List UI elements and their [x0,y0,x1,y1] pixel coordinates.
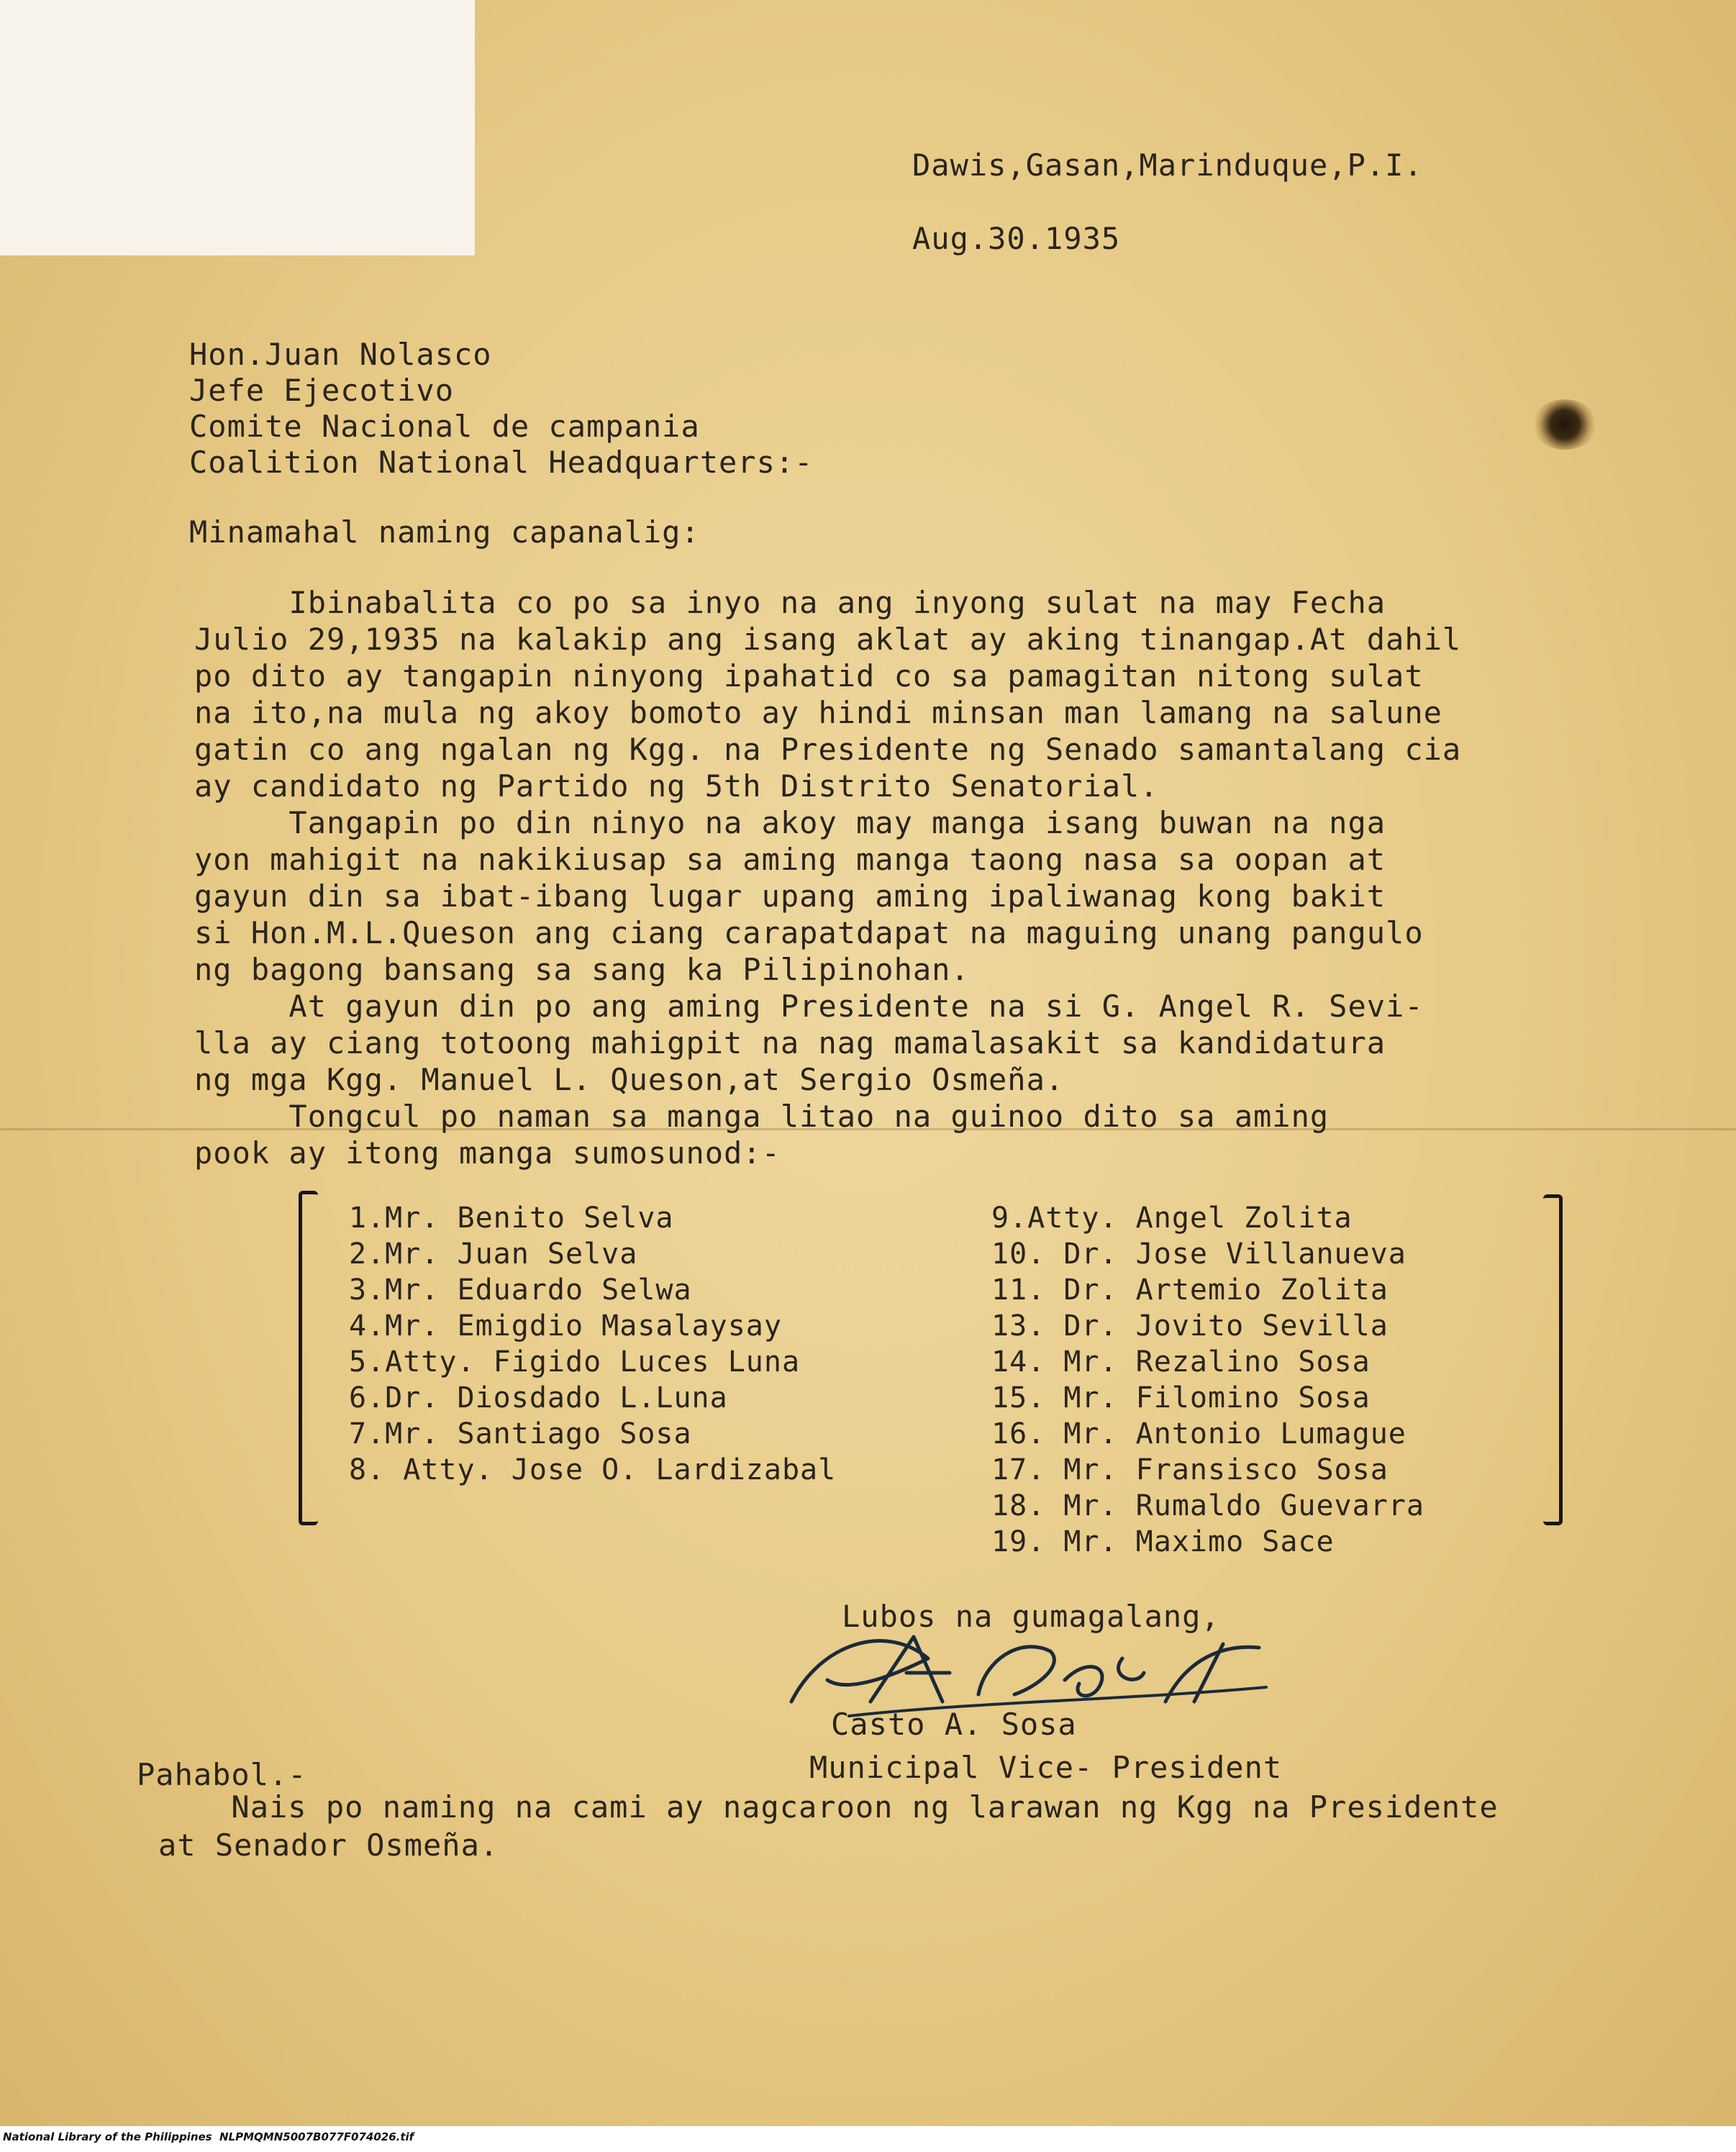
body-line: po dito ay tangapin ninyong ipahatid co sa pamagitan nitong sulat [194,658,1424,694]
signer-name: Casto A. Sosa [831,1707,1077,1742]
list-item: 7.Mr. Santiago Sosa [349,1417,692,1450]
body-line: pook ay itong manga sumosunod:- [194,1135,781,1171]
list-item: 3.Mr. Eduardo Selwa [349,1274,692,1307]
postscript-line: Nais po naming na cami ay nagcaroon ng larawan ng Kgg na Presidente [137,1789,1499,1825]
signer-title: Municipal Vice- President [809,1750,1283,1785]
body-line: si Hon.M.L.Queson ang ciang carapatdapat na maguing unang pangulo [194,915,1424,950]
list-item: 5.Atty. Figido Luces Luna [349,1345,801,1379]
names-list-left [349,1200,836,1488]
body-line: At gayun din po ang aming Presidente na si G. Angel R. Sevi- [194,989,1424,1024]
names-list-right [991,1200,1424,1560]
letter-body [194,584,1461,1171]
list-item: 10. Dr. Jose Villanueva [991,1238,1406,1271]
body-line: ng mga Kgg. Manuel L. Queson,at Sergio Osmeña. [194,1062,1065,1097]
ink-stain [1532,399,1597,450]
addressee-line: Hon.Juan Nolasco [189,337,492,372]
paper-corner-patch [0,0,475,255]
body-line: yon mahigit na nakikiusap sa aming manga taong nasa sa oopan at [194,842,1386,877]
list-item: 11. Dr. Artemio Zolita [991,1274,1389,1307]
addressee-line: Coalition National Headquarters:- [189,445,814,480]
list-item: 13. Dr. Jovito Sevilla [991,1309,1389,1343]
list-item: 2.Mr. Juan Selva [349,1238,638,1271]
closing: Lubos na gumagalang, [842,1599,1220,1634]
list-item: 17. Mr. Fransisco Sosa [991,1453,1389,1486]
list-item: 16. Mr. Antonio Lumague [991,1417,1406,1450]
postscript-line: at Senador Osmeña. [158,1828,499,1863]
body-line: lla ay ciang totoong mahigpit na nag mamalasakit sa kandidatura [194,1025,1386,1061]
handwritten-bracket-right [1543,1194,1563,1525]
body-line: gatin co ang ngalan ng Kgg. na Presidente ng Senado samantalang cia [194,732,1462,767]
body-line: Julio 29,1935 na kalakip ang isang aklat ay aking tinangap.At dahil [194,622,1462,657]
body-line: Ibinabalita co po sa inyo na ang inyong sulat na may Fecha [194,585,1386,620]
addressee-line: Jefe Ejecotivo [189,373,455,408]
scan-footer [0,2126,1736,2152]
letter-place: Dawis,Gasan,Marinduque,P.I. [912,147,1423,183]
file-id: NLPMQMN5007B077F074026.tif [219,2130,414,2143]
list-item: 14. Mr. Rezalino Sosa [991,1345,1371,1379]
body-line: gayun din sa ibat-ibang lugar upang aming ipaliwanag kong bakit [194,878,1386,914]
list-item: 8. Atty. Jose O. Lardizabal [349,1453,837,1486]
letter-date: Aug.30.1935 [912,221,1121,256]
list-item: 19. Mr. Maximo Sace [991,1525,1335,1558]
list-item: 18. Mr. Rumaldo Guevarra [991,1489,1424,1522]
body-line: ay candidato ng Partido ng 5th Distrito Senatorial. [194,768,1159,804]
list-item: 15. Mr. Filomino Sosa [991,1381,1371,1415]
body-line: na ito,na mula ng akoy bomoto ay hindi minsan man lamang na salune [194,695,1442,730]
library-credit: National Library of the Philippines [3,2130,212,2143]
list-item: 4.Mr. Emigdio Masalaysay [349,1309,782,1343]
list-item: 6.Dr. Diosdado L.Luna [349,1381,728,1415]
body-line: ng bagong bansang sa sang ka Pilipinohan. [194,952,970,987]
list-item: 9.Atty. Angel Zolita [991,1202,1353,1235]
postscript-label: Pahabol.- [137,1757,307,1792]
body-line: Tangapin po din ninyo na akoy may manga isang buwan na nga [194,805,1386,840]
handwritten-bracket-left [299,1191,318,1525]
body-line: Tongcul po naman sa manga litao na guinoo dito sa aming [194,1099,1330,1134]
addressee-line: Comite Nacional de campania [189,409,700,444]
salutation: Minamahal naming capanalig: [189,514,700,550]
list-item: 1.Mr. Benito Selva [349,1202,674,1235]
